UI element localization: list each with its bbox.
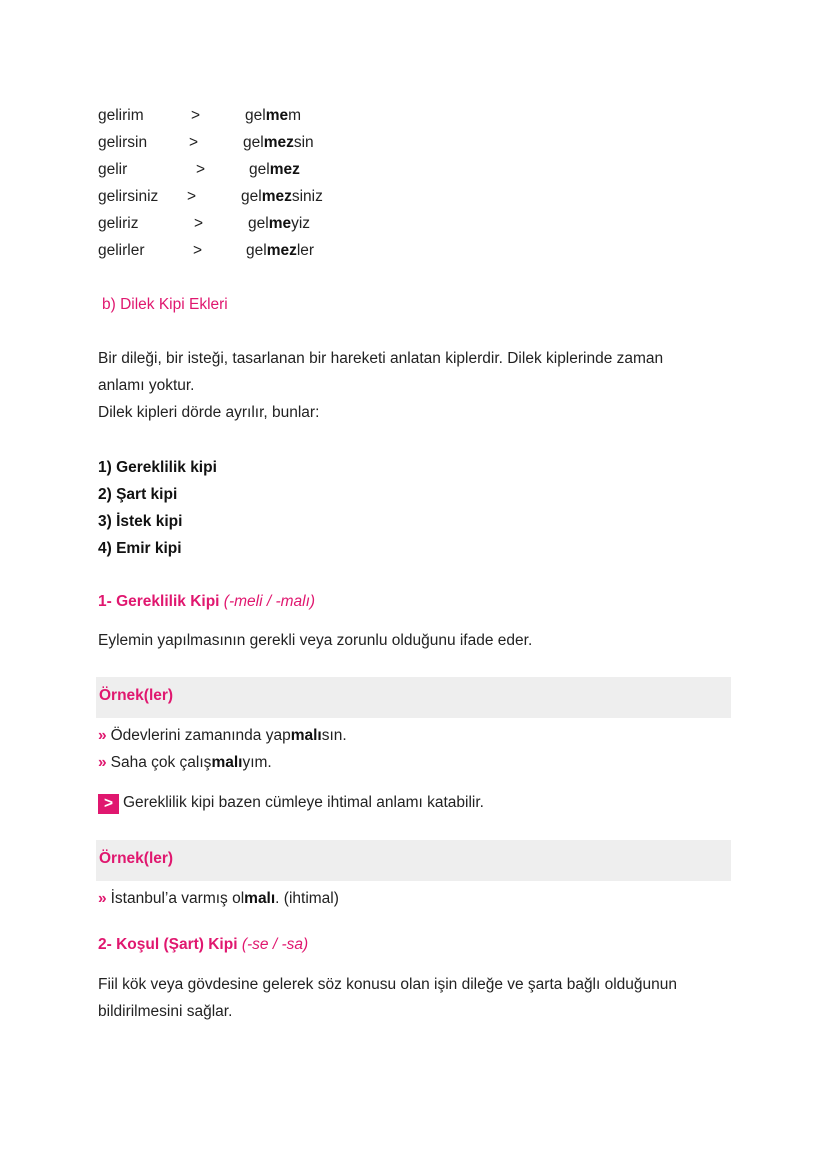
conj-base: gelirler bbox=[98, 242, 145, 259]
list-item: 2) Şart kipi bbox=[98, 486, 178, 503]
list-item: 3) İstek kipi bbox=[98, 513, 183, 530]
intro-text: Bir dileği, bir isteği, tasarlanan bir hareketi anlatan kiplerdir. Dilek kiplerinde zaman bbox=[98, 350, 664, 367]
list-item: 1) Gereklilik kipi bbox=[98, 459, 217, 476]
heading-gereklilik: 1- Gereklilik Kipi (-meli / -malı) bbox=[98, 593, 316, 610]
intro-text: anlamı yoktur. bbox=[98, 377, 195, 394]
conj-arrow: > bbox=[193, 242, 203, 259]
bullet-icon: » bbox=[98, 754, 107, 771]
conj-base: gelirsiniz bbox=[98, 188, 159, 205]
conj-negative: gelmez bbox=[249, 161, 300, 178]
heading2-description: bildirilmesini sağlar. bbox=[98, 1003, 233, 1020]
conj-negative: gelmem bbox=[245, 107, 302, 124]
bullet-icon: » bbox=[98, 727, 107, 744]
example-header: Örnek(ler) bbox=[96, 840, 731, 881]
conj-base: geliriz bbox=[98, 215, 139, 232]
intro-text: Dilek kipleri dörde ayrılır, bunlar: bbox=[98, 404, 320, 421]
note-line: > Gereklilik kipi bazen cümleye ihtimal anlamı katabilir. bbox=[98, 794, 484, 814]
bullet-icon: » bbox=[98, 890, 107, 907]
conj-arrow: > bbox=[187, 188, 197, 205]
conj-negative: gelmezsiniz bbox=[241, 188, 323, 205]
conj-negative: gelmezler bbox=[246, 242, 315, 259]
conj-arrow: > bbox=[191, 107, 201, 124]
conj-negative: gelmezsin bbox=[243, 134, 314, 151]
example-item: » Ödevlerini zamanında yapmalısın. bbox=[98, 727, 347, 744]
arrow-icon: > bbox=[98, 794, 119, 814]
conj-arrow: > bbox=[196, 161, 206, 178]
list-item: 4) Emir kipi bbox=[98, 540, 182, 557]
section-title: b) Dilek Kipi Ekleri bbox=[102, 296, 228, 313]
conj-base: gelir bbox=[98, 161, 128, 178]
example-item: » Saha çok çalışmalıyım. bbox=[98, 754, 272, 771]
conj-base: gelirsin bbox=[98, 134, 148, 151]
conj-arrow: > bbox=[194, 215, 204, 232]
heading1-description: Eylemin yapılmasının gerekli veya zorunlu olduğunu ifade eder. bbox=[98, 632, 533, 649]
heading2-description: Fiil kök veya gövdesine gelerek söz konusu olan işin dileğe ve şarta bağlı olduğunun bbox=[98, 976, 678, 993]
conj-base: gelirim bbox=[98, 107, 144, 124]
example-item: » İstanbul’a varmış olmalı. (ihtimal) bbox=[98, 890, 339, 907]
conj-negative: gelmeyiz bbox=[248, 215, 311, 232]
heading-kosul: 2- Koşul (Şart) Kipi (-se / -sa) bbox=[98, 936, 309, 953]
conj-arrow: > bbox=[189, 134, 199, 151]
example-header: Örnek(ler) bbox=[96, 677, 731, 718]
